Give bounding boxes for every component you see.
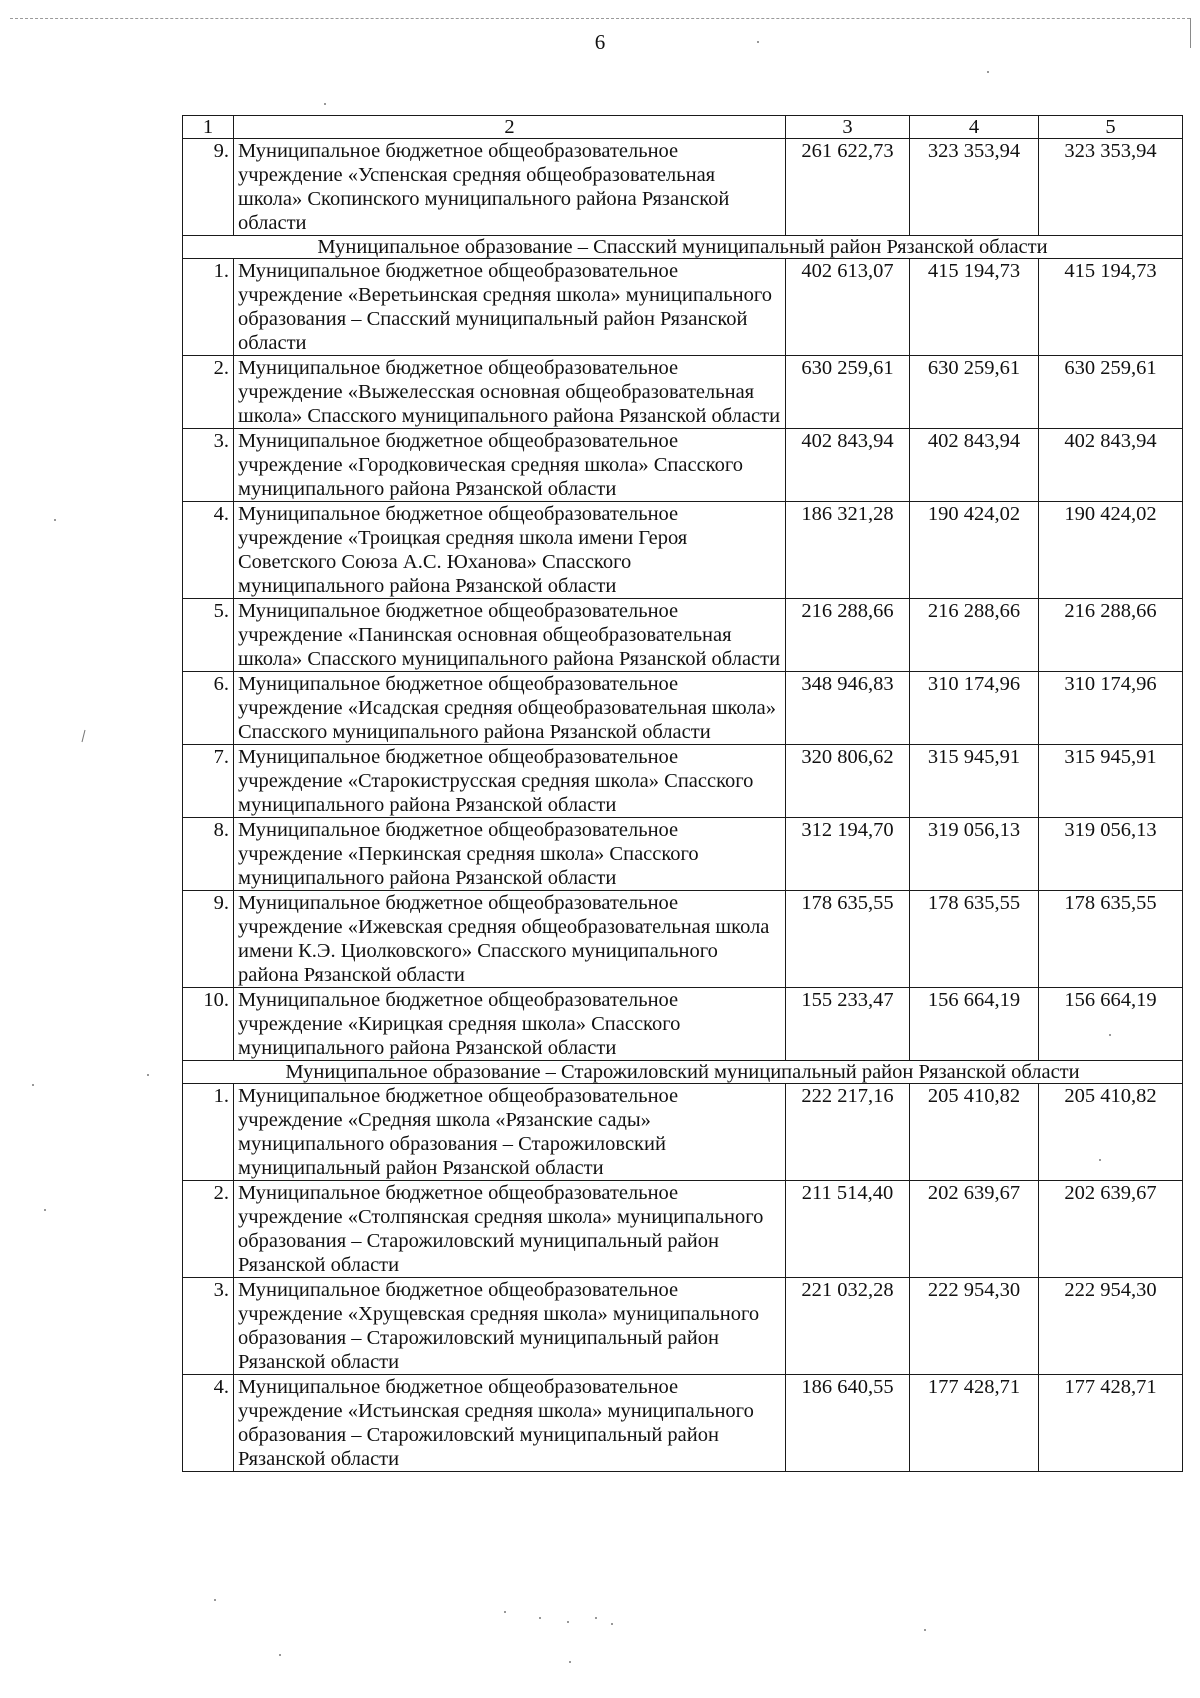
value-column-4: 630 259,61 bbox=[910, 356, 1039, 429]
column-header: 1 bbox=[183, 116, 234, 139]
table-row bbox=[183, 1084, 1183, 1181]
section-title: Муниципальное образование – Старожиловский муниципальный район Рязанской области bbox=[183, 1061, 1183, 1084]
value-column-4: 216 288,66 bbox=[910, 599, 1039, 672]
value-column-4: 415 194,73 bbox=[910, 259, 1039, 356]
value-column-3: 186 321,28 bbox=[786, 502, 910, 599]
institution-name: Муниципальное бюджетное общеобразовательное учреждение «Старокиструсская средняя школа» Спасского муниципального района Рязанской области bbox=[234, 745, 786, 818]
row-number: 8. bbox=[183, 818, 234, 891]
value-column-4: 202 639,67 bbox=[910, 1181, 1039, 1278]
row-number: 4. bbox=[183, 1375, 234, 1472]
value-column-4: 310 174,96 bbox=[910, 672, 1039, 745]
value-column-5: 630 259,61 bbox=[1039, 356, 1183, 429]
value-column-5: 216 288,66 bbox=[1039, 599, 1183, 672]
value-column-4: 178 635,55 bbox=[910, 891, 1039, 988]
value-column-4: 319 056,13 bbox=[910, 818, 1039, 891]
row-number: 2. bbox=[183, 1181, 234, 1278]
value-column-4: 190 424,02 bbox=[910, 502, 1039, 599]
value-column-3: 402 843,94 bbox=[786, 429, 910, 502]
row-number: 2. bbox=[183, 356, 234, 429]
section-title: Муниципальное образование – Спасский муниципальный район Рязанской области bbox=[183, 236, 1183, 259]
value-column-3: 402 613,07 bbox=[786, 259, 910, 356]
row-number: 5. bbox=[183, 599, 234, 672]
row-number: 10. bbox=[183, 988, 234, 1061]
value-column-5: 156 664,19 bbox=[1039, 988, 1183, 1061]
value-column-3: 630 259,61 bbox=[786, 356, 910, 429]
column-header: 5 bbox=[1039, 116, 1183, 139]
value-column-3: 221 032,28 bbox=[786, 1278, 910, 1375]
row-number: 9. bbox=[183, 139, 234, 236]
institution-name: Муниципальное бюджетное общеобразовательное учреждение «Выжелесская основная общеобразовательная школа» Спасского муниципального района Рязанской области bbox=[234, 356, 786, 429]
institution-name: Муниципальное бюджетное общеобразовательное учреждение «Средняя школа «Рязанские сады» муниципального образования – Старожиловский муниципальный район Рязанской области bbox=[234, 1084, 786, 1181]
row-number: 1. bbox=[183, 1084, 234, 1181]
table-row bbox=[183, 429, 1183, 502]
value-column-3: 211 514,40 bbox=[786, 1181, 910, 1278]
table-row bbox=[183, 988, 1183, 1061]
row-number: 6. bbox=[183, 672, 234, 745]
institution-name: Муниципальное бюджетное общеобразовательное учреждение «Панинская основная общеобразовательная школа» Спасского муниципального района Рязанской области bbox=[234, 599, 786, 672]
table-row bbox=[183, 672, 1183, 745]
value-column-5: 323 353,94 bbox=[1039, 139, 1183, 236]
top-border-rule bbox=[10, 18, 1190, 19]
row-number: 3. bbox=[183, 429, 234, 502]
column-header: 3 bbox=[786, 116, 910, 139]
value-column-5: 319 056,13 bbox=[1039, 818, 1183, 891]
value-column-5: 222 954,30 bbox=[1039, 1278, 1183, 1375]
institution-name: Муниципальное бюджетное общеобразовательное учреждение «Ижевская средняя общеобразовательная школа имени К.Э. Циолковского» Спасского муниципального района Рязанской области bbox=[234, 891, 786, 988]
value-column-3: 261 622,73 bbox=[786, 139, 910, 236]
value-column-5: 190 424,02 bbox=[1039, 502, 1183, 599]
page-number: 6 bbox=[594, 30, 606, 54]
value-column-5: 310 174,96 bbox=[1039, 672, 1183, 745]
institution-name: Муниципальное бюджетное общеобразовательное учреждение «Столпянская средняя школа» муниципального образования – Старожиловский муниципальный район Рязанской области bbox=[234, 1181, 786, 1278]
value-column-4: 177 428,71 bbox=[910, 1375, 1039, 1472]
row-number: 4. bbox=[183, 502, 234, 599]
row-number: 3. bbox=[183, 1278, 234, 1375]
value-column-4: 205 410,82 bbox=[910, 1084, 1039, 1181]
table-row bbox=[183, 1375, 1183, 1472]
table-row bbox=[183, 745, 1183, 818]
value-column-5: 202 639,67 bbox=[1039, 1181, 1183, 1278]
row-number: 1. bbox=[183, 259, 234, 356]
value-column-3: 178 635,55 bbox=[786, 891, 910, 988]
value-column-4: 402 843,94 bbox=[910, 429, 1039, 502]
institution-name: Муниципальное бюджетное общеобразовательное учреждение «Кирицкая средняя школа» Спасского муниципального района Рязанской области bbox=[234, 988, 786, 1061]
institution-name: Муниципальное бюджетное общеобразовательное учреждение «Истьинская средняя школа» муниципального образования – Старожиловский муниципальный район Рязанской области bbox=[234, 1375, 786, 1472]
value-column-5: 178 635,55 bbox=[1039, 891, 1183, 988]
table-row bbox=[183, 891, 1183, 988]
institution-name: Муниципальное бюджетное общеобразовательное учреждение «Троицкая средняя школа имени Героя Советского Союза А.С. Юханова» Спасского муниципального района Рязанской области bbox=[234, 502, 786, 599]
value-column-5: 177 428,71 bbox=[1039, 1375, 1183, 1472]
value-column-3: 320 806,62 bbox=[786, 745, 910, 818]
value-column-5: 415 194,73 bbox=[1039, 259, 1183, 356]
table-row bbox=[183, 1181, 1183, 1278]
table-row bbox=[183, 139, 1183, 236]
table-row bbox=[183, 818, 1183, 891]
row-number: 9. bbox=[183, 891, 234, 988]
table-row bbox=[183, 356, 1183, 429]
section-header-row bbox=[183, 236, 1183, 259]
value-column-3: 216 288,66 bbox=[786, 599, 910, 672]
value-column-3: 222 217,16 bbox=[786, 1084, 910, 1181]
value-column-5: 205 410,82 bbox=[1039, 1084, 1183, 1181]
value-column-3: 155 233,47 bbox=[786, 988, 910, 1061]
section-header-row bbox=[183, 1061, 1183, 1084]
row-number: 7. bbox=[183, 745, 234, 818]
value-column-4: 222 954,30 bbox=[910, 1278, 1039, 1375]
value-column-3: 348 946,83 bbox=[786, 672, 910, 745]
table-body bbox=[183, 139, 1183, 1472]
institution-name: Муниципальное бюджетное общеобразовательное учреждение «Городковическая средняя школа» Спасского муниципального района Рязанской области bbox=[234, 429, 786, 502]
institution-name: Муниципальное бюджетное общеобразовательное учреждение «Успенская средняя общеобразовательная школа» Скопинского муниципального района Рязанской области bbox=[234, 139, 786, 236]
table-row bbox=[183, 599, 1183, 672]
value-column-4: 156 664,19 bbox=[910, 988, 1039, 1061]
table-row bbox=[183, 502, 1183, 599]
funding-table bbox=[182, 115, 1183, 1472]
institution-name: Муниципальное бюджетное общеобразовательное учреждение «Веретьинская средняя школа» муниципального образования – Спасский муниципальный район Рязанской области bbox=[234, 259, 786, 356]
institution-name: Муниципальное бюджетное общеобразовательное учреждение «Хрущевская средняя школа» муниципального образования – Старожиловский муниципальный район Рязанской области bbox=[234, 1278, 786, 1375]
table-row bbox=[183, 259, 1183, 356]
table-row bbox=[183, 1278, 1183, 1375]
value-column-4: 315 945,91 bbox=[910, 745, 1039, 818]
table-header-row bbox=[183, 116, 1183, 139]
column-header: 2 bbox=[234, 116, 786, 139]
value-column-5: 315 945,91 bbox=[1039, 745, 1183, 818]
institution-name: Муниципальное бюджетное общеобразовательное учреждение «Перкинская средняя школа» Спасского муниципального района Рязанской области bbox=[234, 818, 786, 891]
column-header: 4 bbox=[910, 116, 1039, 139]
value-column-5: 402 843,94 bbox=[1039, 429, 1183, 502]
value-column-4: 323 353,94 bbox=[910, 139, 1039, 236]
value-column-3: 186 640,55 bbox=[786, 1375, 910, 1472]
value-column-3: 312 194,70 bbox=[786, 818, 910, 891]
institution-name: Муниципальное бюджетное общеобразовательное учреждение «Исадская средняя общеобразовательная школа» Спасского муниципального района Рязанской области bbox=[234, 672, 786, 745]
